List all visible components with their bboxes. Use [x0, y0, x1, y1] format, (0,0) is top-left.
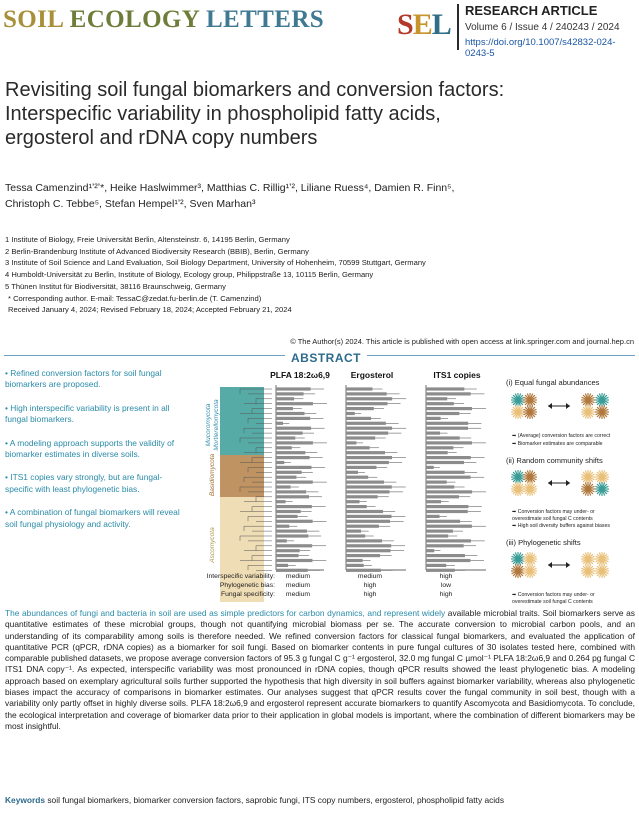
panel-bar	[346, 441, 356, 444]
keywords	[5, 795, 635, 805]
abstract-heading: ABSTRACT	[285, 351, 367, 365]
panel-bar	[346, 554, 380, 557]
panel-note-2c: ➡ High soil diversity buffers against biases	[512, 523, 610, 529]
panel-note-3a: ➡ Conversion factors may under- or	[512, 592, 595, 598]
affiliation: 2 Berlin-Brandenburg Institute of Advanced Biodiversity Research (BBIB), Berlin, Germany	[5, 246, 309, 256]
affiliations	[5, 234, 630, 316]
tree-label-mortierellomycota: Mortierellomycota	[213, 399, 220, 451]
panel-bar	[346, 387, 372, 390]
panel-bar	[426, 422, 468, 425]
panel-bar	[426, 515, 440, 518]
fungus-center	[528, 557, 532, 561]
panel-bar	[346, 461, 389, 464]
fungus-center	[600, 569, 604, 573]
affiliation: 3 Institute of Soil Science and Land Evaluation, Soil Biology Department, University of Hohenheim, 70599 Stuttgart, Germany	[5, 258, 426, 268]
fungus-center	[516, 569, 520, 573]
journal-name-part1: SOIL	[3, 6, 70, 33]
panel-bar	[346, 446, 370, 449]
fungus-center	[600, 398, 604, 402]
panel-bar	[346, 427, 392, 430]
fungus-center	[600, 475, 604, 479]
tree-label-mucoromycota: Mucoromycota	[205, 403, 212, 447]
panel-bar	[276, 392, 304, 395]
highlight-item: • A combination of fungal biomarkers will reveal soil fungal physiology and activity.	[5, 507, 180, 529]
panel-bar	[346, 402, 387, 405]
panel-bar	[426, 549, 434, 552]
panel-bar	[426, 451, 448, 454]
panel-bar	[346, 412, 355, 415]
panel-bar	[346, 476, 368, 479]
panel-bar	[276, 559, 312, 562]
panel-bar	[426, 495, 459, 498]
author-list	[5, 180, 625, 212]
panel-bar	[346, 451, 385, 454]
panel-bar	[276, 476, 296, 479]
fungus-center	[516, 557, 520, 561]
panel-bar	[426, 446, 453, 449]
graphical-abstract	[192, 365, 635, 608]
header-divider	[457, 4, 459, 50]
panel-bar	[346, 515, 392, 518]
panel-bar	[276, 554, 299, 557]
panel-bar	[276, 495, 309, 498]
panel-bar	[276, 427, 311, 430]
fungus-center	[528, 569, 532, 573]
panel-bar	[346, 466, 376, 469]
panel-bar	[426, 530, 453, 533]
panel-bar	[346, 569, 381, 572]
panel-bar	[426, 407, 472, 410]
abstract-text	[5, 608, 635, 732]
row-label-variability: Interspecific variability:	[206, 573, 275, 580]
row-label-specificity: Fungal specificity:	[220, 591, 275, 598]
panel-bar	[426, 534, 448, 537]
highlight-item: • High interspecific variability is present in all fungal biomarkers.	[5, 402, 170, 425]
panel-bar	[426, 559, 470, 562]
title-line: ergosterol and rDNA copy numbers	[5, 127, 318, 149]
panel-bar	[346, 456, 392, 459]
panel-bar	[426, 510, 468, 513]
panel-bar	[276, 436, 295, 439]
panel-bar	[346, 544, 391, 547]
panel-bar	[346, 559, 363, 562]
highlight-item: • A modeling approach supports the validity of biomarker estimates in diverse soils.	[5, 437, 175, 460]
panel-bar	[426, 427, 468, 430]
affiliation: 5 Thünen Institut für Biodiversität, 38116 Braunschweig, Germany	[5, 281, 226, 291]
tree-block-basidiomycota	[220, 455, 264, 497]
panel-bar	[426, 471, 465, 474]
panel-note-2a: ➡ Conversion factors may under- or	[512, 509, 595, 515]
value-specificity-its1: high	[439, 591, 453, 598]
panel-bar	[346, 432, 388, 435]
panel-bar	[276, 461, 284, 464]
panel-bar	[346, 520, 390, 523]
panel-bar	[276, 397, 294, 400]
fungus-center	[516, 487, 520, 491]
highlights	[5, 368, 189, 542]
panel-bar	[346, 539, 382, 542]
value-variability-plfa: medium	[285, 573, 311, 580]
panel-title-2: (ii) Random community shifts	[506, 456, 603, 465]
fungus-center	[516, 398, 520, 402]
title-line: Interspecific variability in phospholipid fatty acids,	[5, 103, 441, 125]
panel-bar	[426, 417, 441, 420]
panel-bar	[426, 436, 460, 439]
fungus-center	[600, 557, 604, 561]
journal-name-part2: ECOLOGY	[69, 6, 206, 33]
panel-bar	[346, 534, 365, 537]
affiliation: 4 Humboldt-Universität zu Berlin, Institute of Biology, Ecology group, Philippstraße 13, 10115 Berlin, Germany	[5, 270, 374, 280]
fungus-center	[600, 487, 604, 491]
panel-bar	[426, 402, 454, 405]
keywords-text: soil fungal biomarkers, biomarker conversion factors, saprobic fungi, ITS copy numbers, ergosterol, phospholipid fatty acids	[45, 795, 505, 805]
value-specificity-ergosterol: high	[363, 591, 377, 598]
panel-bar	[426, 544, 464, 547]
panel-bar	[346, 500, 360, 503]
panel-bar	[426, 539, 471, 542]
panel-bar	[346, 564, 364, 567]
panel-bar	[276, 412, 304, 415]
author-line: Christoph C. Tebbe⁵, Stefan Hempel¹ʼ², Sven Marhan³	[5, 198, 256, 210]
journal-name-part3: LETTERS	[205, 6, 325, 33]
panel-bar	[426, 412, 459, 415]
value-bias-plfa: medium	[285, 582, 311, 589]
tree-label-basidiomycota: Basidiomycota	[209, 453, 216, 497]
panel-note-1b: ➡ Biomarker estimates are comparable	[512, 441, 603, 447]
keywords-label: Keywords	[5, 795, 46, 805]
fungus-center	[528, 475, 532, 479]
value-bias-ergosterol: high	[363, 582, 377, 589]
fungus-center	[586, 398, 590, 402]
journal-name	[3, 6, 324, 34]
panel-bar	[276, 422, 283, 425]
panel-bar	[426, 564, 446, 567]
panel-bar	[346, 495, 378, 498]
panel-bar	[276, 505, 312, 508]
author-line: Tessa Camenzind¹ʼ²ʼ*, Heike Haslwimmer³, Matthias C. Rillig¹ʼ², Liliane Ruess⁴, Damien R. Finn⁵,	[5, 182, 455, 194]
panel-bar	[346, 530, 361, 533]
panel-bar	[426, 466, 434, 469]
panel-bar	[276, 539, 287, 542]
fungus-center	[586, 487, 590, 491]
panel-bar	[426, 485, 454, 488]
panel-bar	[346, 471, 358, 474]
value-variability-ergosterol: medium	[357, 573, 383, 580]
fungus-center	[586, 410, 590, 414]
panel-bar	[346, 436, 375, 439]
panel-bar	[276, 471, 302, 474]
panel-bar	[276, 387, 311, 390]
fungi-community-illustration-2	[511, 470, 609, 496]
panel-title-3: (iii) Phylogenetic shifts	[506, 538, 581, 547]
panel-bar	[276, 485, 291, 488]
panel-bar	[346, 407, 374, 410]
received-dates: Received January 4, 2024; Revised February 18, 2024; Accepted February 21, 2024	[8, 305, 292, 315]
col-title-its1: ITS1 copies	[433, 370, 481, 380]
panel-note-1a: ➡ (Average) conversion factors are correct	[512, 433, 611, 439]
col-title-plfa: PLFA 18:2ω6,9	[270, 370, 330, 380]
logo-letter-s: S	[397, 8, 413, 41]
fungus-center	[516, 475, 520, 479]
panel-bar	[426, 392, 471, 395]
panel-bar	[276, 466, 312, 469]
panel-bar	[426, 397, 447, 400]
panel-bar	[346, 510, 383, 513]
panel-bar	[426, 490, 472, 493]
highlight-item: • Refined conversion factors for soil fungal biomarkers are proposed.	[5, 368, 162, 390]
article-type: RESEARCH ARTICLE	[465, 3, 598, 18]
value-bias-its1: low	[440, 582, 452, 589]
fungus-center	[528, 398, 532, 402]
doi-link[interactable]: https://doi.org/10.1007/s42832-024-0243-5	[465, 37, 616, 59]
copyright-notice: © The Author(s) 2024. This article is published with open access at link.springer.com and journal.hep.cn	[290, 337, 634, 346]
panel-bar	[276, 481, 313, 484]
tree-block-mucoromycota	[220, 387, 264, 455]
panel-bar	[276, 490, 306, 493]
abstract-lead: The abundances of fungi and bacteria in soil are used as simple predictors for carbon dynamics, and represent widely	[5, 608, 446, 618]
panel-bar	[276, 520, 313, 523]
fungus-center	[586, 569, 590, 573]
panel-bar	[276, 564, 288, 567]
panel-bar	[426, 441, 472, 444]
fungi-community-illustration-3	[511, 552, 609, 578]
panel-bar	[276, 530, 307, 533]
fungus-center	[586, 557, 590, 561]
panel-bar	[276, 525, 289, 528]
panel-bar	[346, 525, 379, 528]
panel-bar	[276, 417, 310, 420]
panel-bar	[426, 569, 455, 572]
panel-bar	[276, 402, 313, 405]
tree-label-ascomycota: Ascomycota	[209, 527, 216, 563]
fungus-center	[586, 475, 590, 479]
journal-logo	[397, 8, 451, 42]
logo-letter-e: E	[412, 8, 432, 41]
panel-bar	[426, 432, 440, 435]
panel-note-2b: overestimate soil fungal C contents	[512, 516, 593, 522]
logo-letter-l: L	[431, 8, 451, 41]
panel-bar	[276, 451, 305, 454]
panel-bar	[426, 554, 465, 557]
title-line: Revisiting soil fungal biomarkers and conversion factors:	[5, 79, 505, 101]
panel-bar	[276, 500, 286, 503]
panel-bar	[426, 500, 441, 503]
panel-bar	[276, 534, 308, 537]
panel-bar	[426, 505, 468, 508]
affiliation: 1 Institute of Biology, Freie Universität Berlin, Altensteinstr. 6, 14195 Berlin, Germany	[5, 235, 290, 244]
corresponding-author: * Corresponding author. E-mail: TessaC@zedat.fu-berlin.de (T. Camenzind)	[8, 293, 262, 303]
panel-bar	[426, 387, 464, 390]
panel-bar	[426, 456, 471, 459]
panel-bar	[276, 515, 298, 518]
panel-bar	[426, 461, 464, 464]
panel-bar	[346, 417, 371, 420]
row-label-phylo-bias: Phylogenetic bias:	[219, 582, 275, 589]
panel-bar	[276, 569, 308, 572]
panel-bar	[346, 481, 384, 484]
bar-panels	[276, 385, 486, 572]
panel-bar	[276, 432, 303, 435]
panel-bar	[276, 446, 292, 449]
panel-bar	[426, 481, 447, 484]
fungus-center	[600, 410, 604, 414]
fungus-center	[516, 410, 520, 414]
panel-bar	[426, 520, 460, 523]
panel-bar	[426, 525, 472, 528]
panel-bar	[346, 549, 391, 552]
panel-bar	[276, 510, 301, 513]
col-title-ergosterol: Ergosterol	[350, 370, 394, 380]
abstract-body: available microbial traits. Soil biomarkers serve as quantitative estimates of these microbial groups, though not quantifying microbial biomass per se. The accurate conversion to microbial carbon pools, and an understanding of its comparability among soils is therefore needed. We refined conversion factors for classical fungal biomarkers, and evaluated the application of quantitative PCR (qPCR, rDNA copies) as a biomarker for soil fungi. Based on biomarker contents in pure fungal cultures of 30 isolates tested here, combined with comparable published datasets, we propose average conversion factors of 95.3 g fungal C g⁻¹ ergosterol, 32.0 mg fungal C µmol⁻¹ PLFA 18:2ω6,9 and 0.264 pg fungal C ITS1 DNA copy⁻¹. As expected, interspecific variability was most pronounced in rDNA copies, though qPCR results showed the least phylogenetic bias. A modeling approach based on exemplary agricultural soils further supported the hypothesis that high diversity in soil buffers against biomarker variability, whereas also phylogenetic biases impact the accuracy of comparisons in biomarker estimates. Our analyses suggest that qPCR results cover the fungal community in soil best, though with a variability only partly offset in highly diverse soils. PLFA 18:2ω6,9 and ergosterol represent accurate biomarkers to quantify Ascomycota and Basidiomycota. To conclude, the ecological interpretation and coverage of biomarker data prior to their application in global models is important, where the combination of different biomarkers may be most insightful.	[5, 608, 635, 731]
panel-bar	[346, 505, 367, 508]
value-specificity-plfa: medium	[285, 591, 311, 598]
article-title	[5, 78, 635, 150]
fungi-community-illustration-1	[511, 393, 609, 419]
panel-note-3b: overestimate soil fungal C contents	[512, 599, 593, 605]
panel-bar	[346, 490, 389, 493]
panel-bar	[276, 549, 300, 552]
panel-bar	[276, 441, 313, 444]
panel-bar	[276, 407, 293, 410]
panel-bar	[346, 397, 392, 400]
fungus-center	[528, 410, 532, 414]
volume-info: Volume 6 / Issue 4 / 240243 / 2024	[465, 22, 620, 33]
panel-title-1: (i) Equal fungal abundances	[506, 378, 600, 387]
panel-bar	[276, 456, 310, 459]
fungus-center	[528, 487, 532, 491]
panel-bar	[346, 392, 387, 395]
panel-bar	[276, 544, 312, 547]
panel-bar	[346, 485, 392, 488]
panel-bar	[426, 476, 471, 479]
highlight-item: • ITS1 copies vary strongly, but are fungal-specific with least phylogenetic bias.	[5, 472, 163, 494]
panel-bar	[346, 422, 386, 425]
value-variability-its1: high	[439, 573, 453, 580]
